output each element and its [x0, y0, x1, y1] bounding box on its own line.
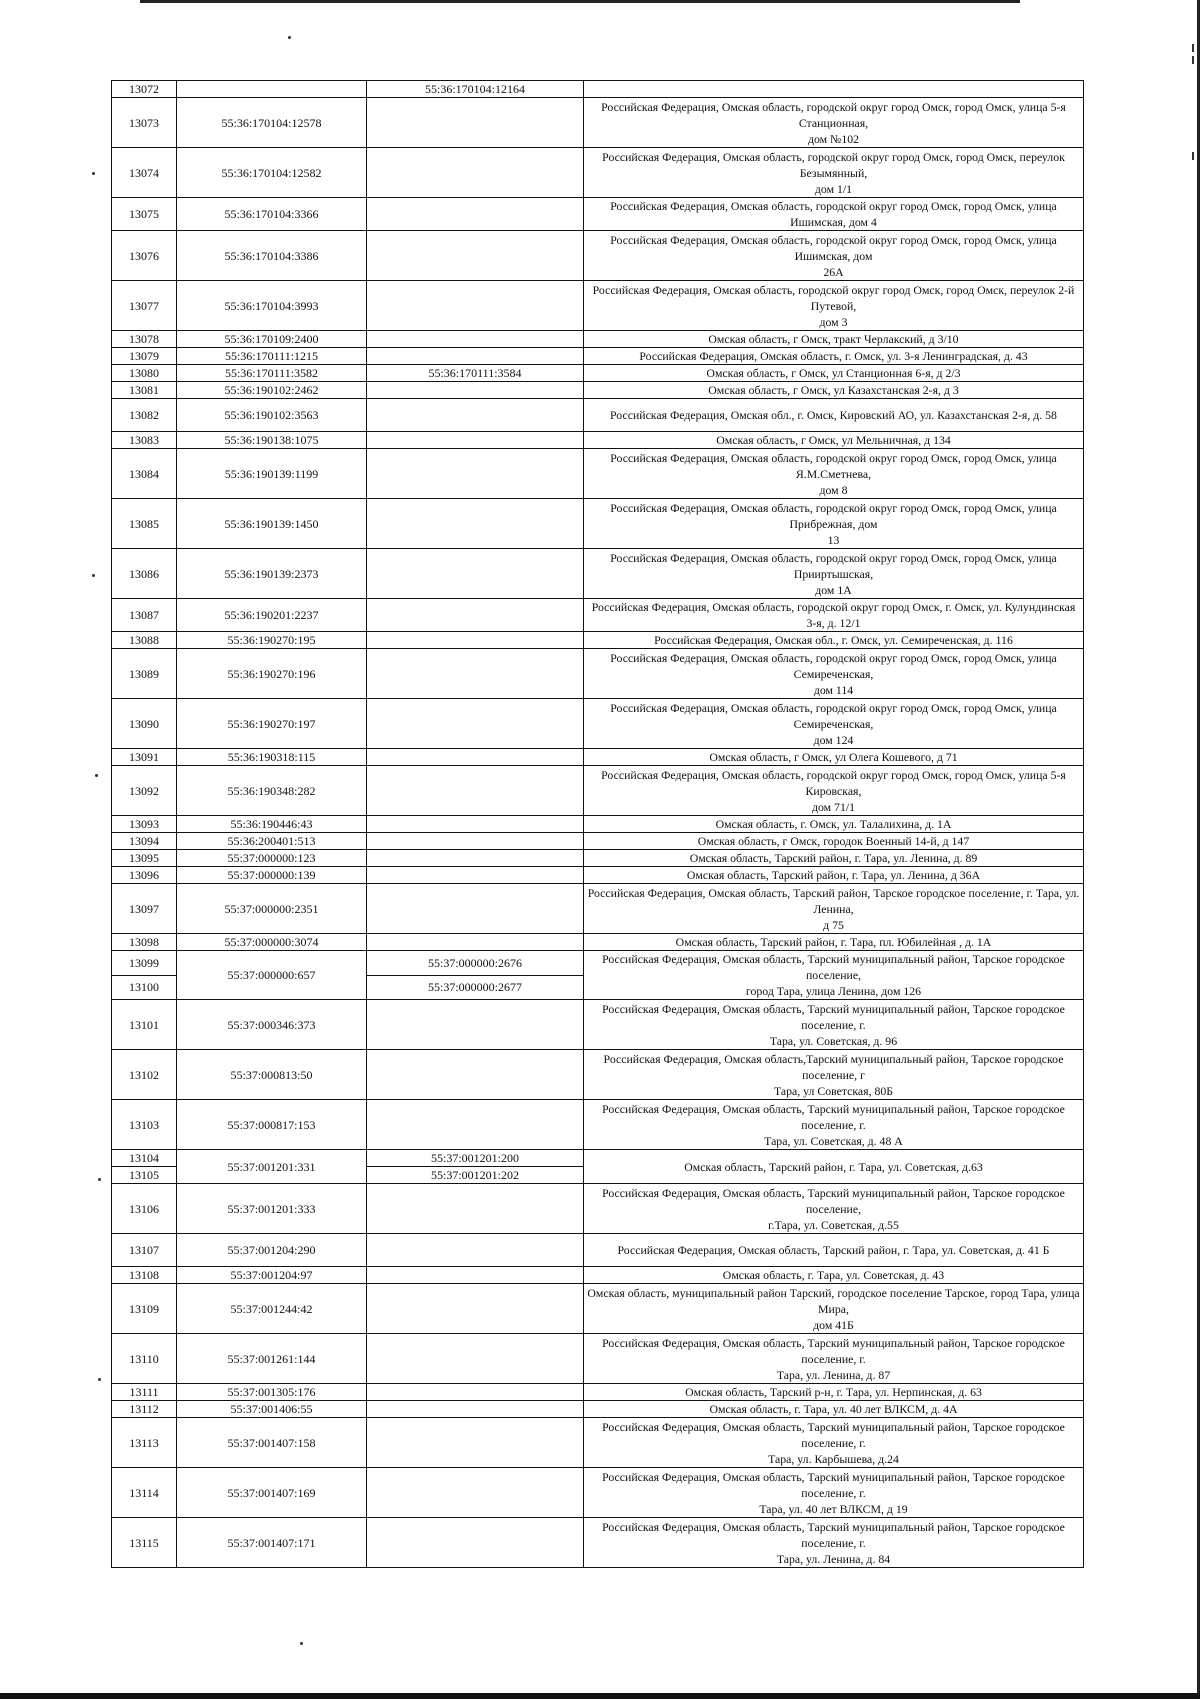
row-number-cell: 13096 [112, 867, 177, 884]
cadastral-number-cell: 55:37:001407:158 [177, 1418, 367, 1468]
address-cell: Омская область, муниципальный район Тарский, городское поселение Тарское, город Тара, улица Мира, дом 41Б [584, 1284, 1084, 1334]
related-cadastral-cell: 55:37:000000:2677 [367, 975, 584, 1000]
table-row [112, 1401, 1084, 1418]
address-cell: Российская Федерация, Омская область,Тарский муниципальный район, Тарское городское поселение, г Тара, ул Советская, 80Б [584, 1050, 1084, 1100]
related-cadastral-cell [367, 1100, 584, 1150]
cadastral-number-cell: 55:37:001201:333 [177, 1184, 367, 1234]
related-cadastral-cell [367, 1401, 584, 1418]
table-row [112, 699, 1084, 749]
row-number-cell: 13108 [112, 1267, 177, 1284]
table-row [112, 867, 1084, 884]
related-cadastral-cell [367, 1518, 584, 1568]
cadastral-number-cell: 55:36:190348:282 [177, 766, 367, 816]
row-number-cell: 13105 [112, 1167, 177, 1184]
related-cadastral-cell [367, 1267, 584, 1284]
address-cell: Омская область, г Омск, ул Станционная 6-я, д 2/3 [584, 365, 1084, 382]
related-cadastral-cell: 55:36:170104:12164 [367, 81, 584, 98]
address-cell: Российская Федерация, Омская область, Тарский муниципальный район, Тарское городское поселение, г. Тара, ул. Ленина, д. 84 [584, 1518, 1084, 1568]
address-cell: Российская Федерация, Омская область, городской округ город Омск, город Омск, улица Я.М.Сметнева, дом 8 [584, 449, 1084, 499]
row-number-cell: 13087 [112, 599, 177, 632]
row-number-cell: 13072 [112, 81, 177, 98]
cadastral-number-cell: 55:36:170104:3993 [177, 281, 367, 331]
row-number-cell: 13109 [112, 1284, 177, 1334]
row-number-cell: 13088 [112, 632, 177, 649]
address-cell: Омская область, г. Тара, ул. Советская, д. 43 [584, 1267, 1084, 1284]
cadastral-number-cell: 55:37:000346:373 [177, 1000, 367, 1050]
cadastral-number-cell: 55:36:170111:1215 [177, 348, 367, 365]
address-cell: Российская Федерация, Омская область, городской округ город Омск, город Омск, улица Семиреченская, дом 114 [584, 649, 1084, 699]
row-number-cell: 13083 [112, 432, 177, 449]
cadastral-number-cell [177, 81, 367, 98]
cadastral-number-cell: 55:37:001261:144 [177, 1334, 367, 1384]
row-number-cell: 13082 [112, 399, 177, 432]
scan-speck [92, 574, 95, 577]
cadastral-number-cell: 55:36:190318:115 [177, 749, 367, 766]
table-row [112, 432, 1084, 449]
related-cadastral-cell: 55:37:001201:202 [367, 1167, 584, 1184]
related-cadastral-cell [367, 348, 584, 365]
table-row [112, 749, 1084, 766]
cadastral-number-cell: 55:37:001204:290 [177, 1234, 367, 1267]
row-number-cell: 13104 [112, 1150, 177, 1167]
cadastral-number-cell: 55:37:000817:153 [177, 1100, 367, 1150]
related-cadastral-cell [367, 1234, 584, 1267]
related-cadastral-cell [367, 816, 584, 833]
cadastral-number-cell: 55:37:000000:139 [177, 867, 367, 884]
table-row [112, 365, 1084, 382]
cadastral-number-cell: 55:36:200401:513 [177, 833, 367, 850]
related-cadastral-cell [367, 1418, 584, 1468]
address-cell: Омская область, Тарский район, г. Тара, ул. Ленина, д. 89 [584, 850, 1084, 867]
row-number-cell: 13084 [112, 449, 177, 499]
row-number-cell: 13076 [112, 231, 177, 281]
table-row [112, 632, 1084, 649]
table-row [112, 81, 1084, 98]
row-number-cell: 13100 [112, 975, 177, 1000]
related-cadastral-cell [367, 148, 584, 198]
table-row [112, 148, 1084, 198]
related-cadastral-cell [367, 599, 584, 632]
table-row [112, 884, 1084, 934]
related-cadastral-cell [367, 1384, 584, 1401]
row-number-cell: 13090 [112, 699, 177, 749]
related-cadastral-cell [367, 549, 584, 599]
table-row [112, 281, 1084, 331]
row-number-cell: 13092 [112, 766, 177, 816]
cadastral-number-cell: 55:37:000000:657 [177, 951, 367, 1000]
cadastral-number-cell: 55:37:001244:42 [177, 1284, 367, 1334]
table-row [112, 1518, 1084, 1568]
related-cadastral-cell [367, 749, 584, 766]
table-row [112, 198, 1084, 231]
address-cell: Российская Федерация, Омская область, городской округ город Омск, город Омск, улица Семиреченская, дом 124 [584, 699, 1084, 749]
cadastral-number-cell: 55:37:001407:169 [177, 1468, 367, 1518]
cadastral-number-cell: 55:37:001407:171 [177, 1518, 367, 1568]
table-row [112, 850, 1084, 867]
related-cadastral-cell [367, 884, 584, 934]
related-cadastral-cell [367, 649, 584, 699]
table-row [112, 1267, 1084, 1284]
address-cell: Российская Федерация, Омская область, Тарский муниципальный район, Тарское городское поселение, г. Тара, ул. 40 лет ВЛКСМ, д 19 [584, 1468, 1084, 1518]
cadastral-number-cell: 55:36:190102:2462 [177, 382, 367, 399]
row-number-cell: 13111 [112, 1384, 177, 1401]
address-cell: Российская Федерация, Омская область, Тарский район, г. Тара, ул. Советская, д. 41 Б [584, 1234, 1084, 1267]
related-cadastral-cell: 55:37:001201:200 [367, 1150, 584, 1167]
row-number-cell: 13097 [112, 884, 177, 934]
row-number-cell: 13098 [112, 934, 177, 951]
address-cell: Омская область, Тарский район, г. Тара, пл. Юбилейная , д. 1А [584, 934, 1084, 951]
cadastral-number-cell: 55:36:170104:3386 [177, 231, 367, 281]
row-number-cell: 13113 [112, 1418, 177, 1468]
table-row [112, 1284, 1084, 1334]
address-cell: Омская область, Тарский район, г. Тара, ул. Ленина, д 36А [584, 867, 1084, 884]
row-number-cell: 13089 [112, 649, 177, 699]
related-cadastral-cell [367, 231, 584, 281]
table-row [112, 1184, 1084, 1234]
related-cadastral-cell [367, 833, 584, 850]
table-row [112, 649, 1084, 699]
address-cell: Российская Федерация, Омская обл., г. Омск, ул. Семиреченская, д. 116 [584, 632, 1084, 649]
row-number-cell: 13115 [112, 1518, 177, 1568]
cadastral-number-cell: 55:36:190446:43 [177, 816, 367, 833]
address-cell: Омская область, г Омск, ул Мельничная, д 134 [584, 432, 1084, 449]
address-cell: Российская Федерация, Омская область, Тарский муниципальный район, Тарское городское поселение, город Тара, улица Ленина, дом 126 [584, 951, 1084, 1000]
cadastral-number-cell: 55:36:170104:3366 [177, 198, 367, 231]
address-cell: Российская Федерация, Омская область, городской округ город Омск, город Омск, улица Ишимская, дом 4 [584, 198, 1084, 231]
address-cell: Омская область, г Омск, городок Военный 14-й, д 147 [584, 833, 1084, 850]
table-row [112, 1100, 1084, 1150]
related-cadastral-cell [367, 382, 584, 399]
related-cadastral-cell [367, 331, 584, 348]
row-number-cell: 13095 [112, 850, 177, 867]
address-cell: Российская Федерация, Омская область, Тарский муниципальный район, Тарское городское поселение, г. Тара, ул. Ленина, д. 87 [584, 1334, 1084, 1384]
row-number-cell: 13080 [112, 365, 177, 382]
address-cell: Омская область, г Омск, тракт Черлакский, д 3/10 [584, 331, 1084, 348]
related-cadastral-cell [367, 281, 584, 331]
cadastral-number-cell: 55:37:001305:176 [177, 1384, 367, 1401]
table-row [112, 331, 1084, 348]
cadastral-number-cell: 55:36:170104:12582 [177, 148, 367, 198]
scan-speck [300, 1642, 303, 1645]
row-number-cell: 13106 [112, 1184, 177, 1234]
table-row [112, 382, 1084, 399]
row-number-cell: 13102 [112, 1050, 177, 1100]
row-number-cell: 13081 [112, 382, 177, 399]
table-row [112, 499, 1084, 549]
related-cadastral-cell [367, 1468, 584, 1518]
table-row [112, 1418, 1084, 1468]
table-row [112, 1384, 1084, 1401]
cadastral-number-cell: 55:36:190138:1075 [177, 432, 367, 449]
row-number-cell: 13075 [112, 198, 177, 231]
scan-speck [95, 774, 98, 777]
row-number-cell: 13073 [112, 98, 177, 148]
address-cell: Российская Федерация, Омская обл., г. Омск, Кировский АО, ул. Казахстанская 2-я, д. 58 [584, 399, 1084, 432]
row-number-cell: 13074 [112, 148, 177, 198]
cadastral-number-cell: 55:36:190102:3563 [177, 399, 367, 432]
address-cell: Российская Федерация, Омская область, городской округ город Омск, город Омск, улица Прибрежная, дом 13 [584, 499, 1084, 549]
related-cadastral-cell [367, 1050, 584, 1100]
row-number-cell: 13107 [112, 1234, 177, 1267]
address-cell: Российская Федерация, Омская область, городской округ город Омск, г. Омск, ул. Кулундинская 3-я, д. 12/1 [584, 599, 1084, 632]
related-cadastral-cell [367, 850, 584, 867]
row-number-cell: 13093 [112, 816, 177, 833]
row-number-cell: 13099 [112, 951, 177, 976]
cadastral-number-cell: 55:36:170111:3582 [177, 365, 367, 382]
address-cell: Российская Федерация, Омская область, Тарский муниципальный район, Тарское городское поселение, г. Тара, ул. Карбышева, д.24 [584, 1418, 1084, 1468]
row-number-cell: 13103 [112, 1100, 177, 1150]
table-row [112, 934, 1084, 951]
address-cell: Российская Федерация, Омская область, городской округ город Омск, город Омск, улица 5-я Кировская, дом 71/1 [584, 766, 1084, 816]
related-cadastral-cell [367, 632, 584, 649]
cadastral-number-cell: 55:36:190139:2373 [177, 549, 367, 599]
table-row [112, 549, 1084, 599]
related-cadastral-cell [367, 449, 584, 499]
scan-tick [1192, 44, 1194, 52]
related-cadastral-cell [367, 867, 584, 884]
address-cell: Омская область, г Омск, ул Олега Кошевого, д 71 [584, 749, 1084, 766]
table-row [112, 599, 1084, 632]
registry-table-body [112, 81, 1084, 1568]
address-cell: Российская Федерация, Омская область, Тарский муниципальный район, Тарское городское поселение, г. Тара, ул. Советская, д. 96 [584, 1000, 1084, 1050]
table-row [112, 231, 1084, 281]
table-row [112, 399, 1084, 432]
cadastral-number-cell: 55:36:190270:197 [177, 699, 367, 749]
cadastral-number-cell: 55:37:000000:2351 [177, 884, 367, 934]
row-number-cell: 13094 [112, 833, 177, 850]
table-row [112, 1050, 1084, 1100]
table-row [112, 1234, 1084, 1267]
cadastral-number-cell: 55:36:190270:196 [177, 649, 367, 699]
property-registry-table [111, 80, 1084, 1568]
related-cadastral-cell [367, 1184, 584, 1234]
row-number-cell: 13110 [112, 1334, 177, 1384]
cadastral-number-cell: 55:36:190139:1450 [177, 499, 367, 549]
related-cadastral-cell: 55:36:170111:3584 [367, 365, 584, 382]
address-cell: Омская область, г. Тара, ул. 40 лет ВЛКСМ, д. 4А [584, 1401, 1084, 1418]
cadastral-number-cell: 55:37:000813:50 [177, 1050, 367, 1100]
top-border-line [140, 0, 1020, 3]
related-cadastral-cell [367, 198, 584, 231]
table-row [112, 1150, 1084, 1167]
address-cell: Российская Федерация, Омская область, Тарский муниципальный район, Тарское городское поселение, г. Тара, ул. Советская, д. 48 А [584, 1100, 1084, 1150]
related-cadastral-cell [367, 399, 584, 432]
table-row [112, 98, 1084, 148]
cadastral-number-cell: 55:36:190201:2237 [177, 599, 367, 632]
row-number-cell: 13079 [112, 348, 177, 365]
row-number-cell: 13101 [112, 1000, 177, 1050]
row-number-cell: 13077 [112, 281, 177, 331]
row-number-cell: 13086 [112, 549, 177, 599]
row-number-cell: 13078 [112, 331, 177, 348]
cadastral-number-cell: 55:37:001406:55 [177, 1401, 367, 1418]
cadastral-number-cell: 55:36:190139:1199 [177, 449, 367, 499]
table-row [112, 1000, 1084, 1050]
address-cell: Российская Федерация, Омская область, Тарский муниципальный район, Тарское городское поселение, г.Тара, ул. Советская, д.55 [584, 1184, 1084, 1234]
cadastral-number-cell: 55:36:190270:195 [177, 632, 367, 649]
related-cadastral-cell [367, 1334, 584, 1384]
scan-tick [1192, 56, 1194, 64]
address-cell: Омская область, Тарский район, г. Тара, ул. Советская, д.63 [584, 1150, 1084, 1184]
cadastral-number-cell: 55:37:001201:331 [177, 1150, 367, 1184]
address-cell: Российская Федерация, Омская область, городской округ город Омск, город Омск, улица Прииртышская, дом 1А [584, 549, 1084, 599]
related-cadastral-cell [367, 98, 584, 148]
table-row [112, 766, 1084, 816]
cadastral-number-cell: 55:37:000000:123 [177, 850, 367, 867]
table-row [112, 951, 1084, 976]
address-cell: Омская область, г Омск, ул Казахстанская 2-я, д 3 [584, 382, 1084, 399]
related-cadastral-cell [367, 432, 584, 449]
related-cadastral-cell [367, 1000, 584, 1050]
cadastral-number-cell: 55:37:001204:97 [177, 1267, 367, 1284]
table-row [112, 833, 1084, 850]
related-cadastral-cell: 55:37:000000:2676 [367, 951, 584, 976]
table-row [112, 1334, 1084, 1384]
related-cadastral-cell [367, 1284, 584, 1334]
address-cell: Российская Федерация, Омская область, г. Омск, ул. 3-я Ленинградская, д. 43 [584, 348, 1084, 365]
related-cadastral-cell [367, 699, 584, 749]
related-cadastral-cell [367, 934, 584, 951]
scan-speck [98, 1378, 101, 1381]
address-cell: Омская область, Тарский р-н, г. Тара, ул. Нерпинская, д. 63 [584, 1384, 1084, 1401]
bottom-border-line [0, 1693, 1200, 1699]
address-cell: Омская область, г. Омск, ул. Талалихина, д. 1А [584, 816, 1084, 833]
row-number-cell: 13112 [112, 1401, 177, 1418]
table-row [112, 348, 1084, 365]
cadastral-number-cell: 55:37:000000:3074 [177, 934, 367, 951]
address-cell: Российская Федерация, Омская область, городской округ город Омск, город Омск, переулок 2-й Путевой, дом 3 [584, 281, 1084, 331]
related-cadastral-cell [367, 499, 584, 549]
table-row [112, 1468, 1084, 1518]
address-cell: Российская Федерация, Омская область, городской округ город Омск, город Омск, улица 5-я Станционная, дом №102 [584, 98, 1084, 148]
address-cell: Российская Федерация, Омская область, Тарский район, Тарское городское поселение, г. Тара, ул. Ленина, д 75 [584, 884, 1084, 934]
address-cell [584, 81, 1084, 98]
cadastral-number-cell: 55:36:170104:12578 [177, 98, 367, 148]
address-cell: Российская Федерация, Омская область, городской округ город Омск, город Омск, улица Ишимская, дом 26А [584, 231, 1084, 281]
scan-tick [1192, 152, 1194, 160]
table-row [112, 449, 1084, 499]
scan-speck [92, 172, 95, 175]
scan-speck [98, 1178, 101, 1181]
row-number-cell: 13114 [112, 1468, 177, 1518]
cadastral-number-cell: 55:36:170109:2400 [177, 331, 367, 348]
related-cadastral-cell [367, 766, 584, 816]
address-cell: Российская Федерация, Омская область, городской округ город Омск, город Омск, переулок Безымянный, дом 1/1 [584, 148, 1084, 198]
scan-speck [288, 36, 291, 39]
row-number-cell: 13085 [112, 499, 177, 549]
row-number-cell: 13091 [112, 749, 177, 766]
table-row [112, 816, 1084, 833]
